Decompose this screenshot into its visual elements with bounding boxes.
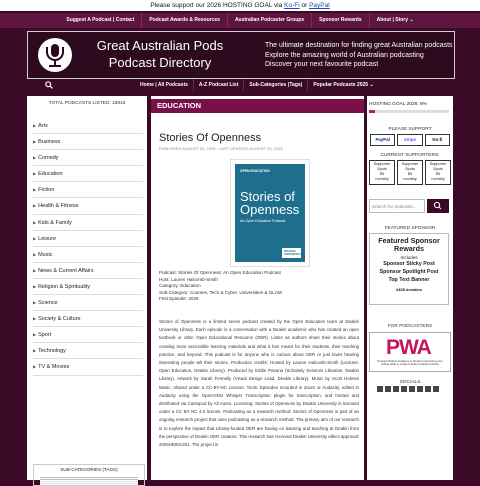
category-item[interactable]: ▶ Kids & Family — [33, 215, 143, 231]
subcategories-widget — [33, 464, 145, 486]
caret-right-icon: ▶ — [33, 171, 37, 177]
linkedin-icon[interactable] — [401, 386, 407, 392]
supporter-spot[interactable]: Supporter Spots $5 monthly — [425, 160, 451, 185]
caret-right-icon: ▶ — [33, 219, 37, 225]
caret-right-icon: ▶ — [33, 123, 37, 128]
announcement-bar — [0, 0, 480, 11]
podcast-details — [159, 270, 359, 303]
tiktok-icon[interactable] — [433, 386, 439, 392]
caret-right-icon: ▶ — [33, 316, 37, 322]
nav-az-list[interactable]: A-Z Podcast List — [193, 79, 243, 91]
nav-suggest-podcast[interactable]: Suggest A Podcast | Contact — [59, 13, 142, 28]
site-title-line2: Podcast Directory — [108, 55, 212, 70]
left-sidebar — [27, 96, 147, 480]
category-item[interactable]: ▶ Health & Fitness — [33, 198, 143, 214]
for-podcasters-title: FOR PODCASTERS — [387, 324, 433, 329]
nav-podcast-awards[interactable]: Podcast Awards & Resources — [142, 13, 228, 28]
social-icons — [377, 386, 439, 392]
caret-right-icon: ▶ — [33, 235, 37, 241]
category-item[interactable]: ▶ Science — [33, 295, 143, 311]
featured-sponsor-title: FEATURED SPONSOR — [384, 226, 436, 231]
threads-icon[interactable] — [417, 386, 423, 392]
category-item[interactable]: ▶ Education — [33, 166, 143, 182]
secondary-nav — [27, 79, 453, 91]
facebook-icon[interactable] — [377, 386, 383, 392]
sponsor-includes: Includes — [400, 255, 418, 260]
paypal-button[interactable]: PayPal — [370, 134, 395, 146]
post-meta: PUBLISHED AUGUST 29, 2026 · LAST UPDATED AUGUST 29, 2026 — [159, 147, 283, 151]
caret-right-icon: ▶ — [33, 332, 37, 338]
search-input[interactable]: Search for podcasts... — [369, 199, 425, 213]
category-item[interactable]: ▶ Music — [33, 247, 143, 263]
bluesky-icon[interactable] — [425, 386, 431, 392]
caret-right-icon: ▶ — [33, 267, 37, 273]
hosting-goal-progress — [369, 110, 449, 113]
socials-title: SOCIALS — [399, 380, 421, 385]
nav-about[interactable]: About | Story ⌄ — [376, 17, 414, 23]
category-item[interactable]: ▶ Society & Culture — [33, 311, 143, 327]
search-icon[interactable] — [45, 81, 53, 89]
nav-podcaster-groups[interactable]: Australian Podcaster Groups — [228, 13, 312, 28]
detail-first-episode: First Episode: 2026 — [159, 296, 199, 302]
nav-subcategories[interactable]: Sub-Categories (Tags) — [243, 79, 307, 91]
post-title: Stories Of Openness — [159, 132, 262, 144]
caret-right-icon: ▶ — [33, 251, 37, 257]
detail-podcast: Podcast: Stories Of Openness: An Open Education Podcast — [159, 270, 281, 275]
kofi-link[interactable]: Ko-Fi — [284, 2, 300, 9]
total-podcasts: TOTAL PODCASTS LISTED: 18815 — [48, 101, 126, 106]
announcement-text: Please support our 2026 HOSTING GOAL via — [150, 2, 285, 9]
pwa-logo: PWA — [386, 336, 431, 359]
category-item[interactable]: ▶ Arts — [33, 118, 143, 134]
caret-right-icon: ▶ — [33, 348, 37, 354]
stripe-button[interactable]: stripe — [397, 134, 422, 146]
category-list — [33, 118, 143, 376]
category-item[interactable]: ▶ Leisure — [33, 231, 143, 247]
subcategories-title: SUB-CATEGORIES (TAGS) — [60, 467, 118, 472]
sponsor-item: Top Text Banner — [388, 277, 430, 283]
main-content — [151, 96, 364, 480]
cover-title: Stories of Openness — [240, 189, 300, 217]
main-nav — [0, 13, 480, 28]
category-item[interactable]: ▶ Sport — [33, 327, 143, 343]
category-item[interactable]: ▶ Technology — [33, 343, 143, 359]
supporter-spot[interactable]: Supporter Spots $5 monthly — [369, 160, 395, 185]
kofi-button[interactable]: Ko-fi — [425, 134, 450, 146]
podcast-description: Stories of Openness is a limited series podcast created by the Open Education team at Deakin University Library. Each episode is a conversation with a Deakin academic who has created an open textbook or other Open Educational Resource (OER). Listen as authors share their stories about creating more accessible learning materials and what it has meant for their students, their teaching practice, and beyond. This podcast is for anyone who is curious about OER or just loves hearing interesting people tell their stories. Production credits: Hosted by Lauren Halcomb-Smith (Lecturer, Open Education, Deakin Library). Produced by Eddie Pasuna (Scholarly Services Librarian, Deakin Library). Artwork by Sarah Fennelly (Visual Design Lead, Deakin Library). Music by Scott Holmes Music, shared under a CC-BY-NC License. Tools: Episodes recorded in Zoom or Audacity, edited in Audacity using the OpenVINO Whisper Transcription plugin for transcription, and hosted and distributed via Castopod by All Aures. Licensing: Stories of Openness by Deakin University is licensed under a CC BY NC 4.0 license. Podcasting as a research method: Stories of Openness is part of an ongoing research project that uses podcasting as a research method. The primary aim of our research is to explore the impact that Library-funded OER are having on learning and teaching at Deakin from the perspective of Deakin OER creators. This research has received Deakin University ethics approval: 2025HE001261. The project is — [159, 319, 359, 448]
category-item[interactable]: ▶ Religion & Spirituality — [33, 279, 143, 295]
caret-right-icon: ▶ — [33, 155, 37, 161]
category-heading: EDUCATION — [151, 99, 364, 113]
search-button[interactable] — [427, 199, 449, 213]
instagram-icon[interactable] — [385, 386, 391, 392]
sponsor-rewards-box[interactable] — [369, 233, 449, 305]
tagline-line3: Discover your next favourite podcast — [265, 61, 379, 68]
category-item[interactable]: ▶ News & Current Affairs — [33, 263, 143, 279]
cover-top-label: OPEN EDUCATION — [240, 169, 270, 173]
tagline-line2: Explore the amazing world of Australian podcasting — [265, 51, 424, 59]
caret-right-icon: ▶ — [33, 300, 37, 306]
caret-right-icon: ▶ — [33, 283, 37, 289]
please-support-title: PLEASE SUPPORT — [388, 127, 432, 132]
nav-popular-podcasts[interactable]: Popular Podcasts 2025 ⌄ — [307, 79, 378, 91]
sponsor-item: Sponsor Spotlight Post — [379, 269, 439, 275]
x-icon[interactable] — [393, 386, 399, 392]
detail-host: Host: Lauren Halcomb-Smith — [159, 276, 218, 282]
nav-home[interactable]: Home | All Podcasts — [140, 82, 188, 88]
category-item[interactable]: ▶ Fiction — [33, 182, 143, 198]
nav-sponsor-rewards[interactable]: Sponsor Rewards — [312, 13, 370, 28]
detail-subcategory: Sub-Category: Courses, Tech & Cyber, Universities & GLAM — [159, 289, 282, 295]
caret-right-icon: ▶ — [33, 139, 37, 145]
detail-category: Category: Education — [159, 283, 201, 289]
paypal-link[interactable]: PayPal — [309, 2, 330, 9]
supporter-spot[interactable]: Supporter Spots $5 monthly — [397, 160, 423, 185]
category-item[interactable]: ▶ Business — [33, 134, 143, 150]
hosting-goal-label: HOSTING GOAL 2026: 8% — [369, 102, 427, 107]
site-tagline — [265, 41, 453, 70]
announcement-or: or — [299, 2, 310, 9]
right-sidebar — [367, 96, 453, 480]
search-icon — [427, 199, 449, 213]
category-item[interactable]: ▶ TV & Movies — [33, 359, 143, 375]
caret-right-icon: ▶ — [33, 364, 37, 370]
supporter-spots — [369, 160, 451, 185]
pwa-text: Podcast Writers Academy is all about improving your writing skills to create a better podcast industry — [377, 359, 443, 367]
youtube-icon[interactable] — [409, 386, 415, 392]
sponsor-heading: Featured Sponsor Rewards — [378, 236, 440, 253]
cover-subtitle: An Open Education Podcast — [240, 219, 286, 223]
sponsor-item: Sponsor Sticky Post — [383, 261, 435, 267]
caret-right-icon: ▶ — [33, 187, 37, 193]
microphone-logo-icon[interactable] — [38, 38, 72, 72]
tag-cloud[interactable] — [40, 476, 138, 485]
site-title[interactable] — [80, 37, 240, 71]
podcast-cover-image — [230, 159, 310, 267]
category-item[interactable]: ▶ Comedy — [33, 150, 143, 166]
caret-right-icon: ▶ — [33, 203, 37, 209]
deakin-logo: DEAKIN UNIVERSITY — [284, 249, 303, 257]
current-supporters-title: CURRENT SUPPORTERS: — [380, 153, 440, 158]
tagline-line1: The ultimate destination for finding great Australian podcasts — [265, 42, 453, 49]
sponsor-donation: A$35 donation — [395, 288, 423, 292]
site-title-line1: Great Australian Pods — [96, 38, 224, 53]
pwa-banner[interactable] — [369, 332, 451, 372]
site-header — [27, 31, 455, 79]
